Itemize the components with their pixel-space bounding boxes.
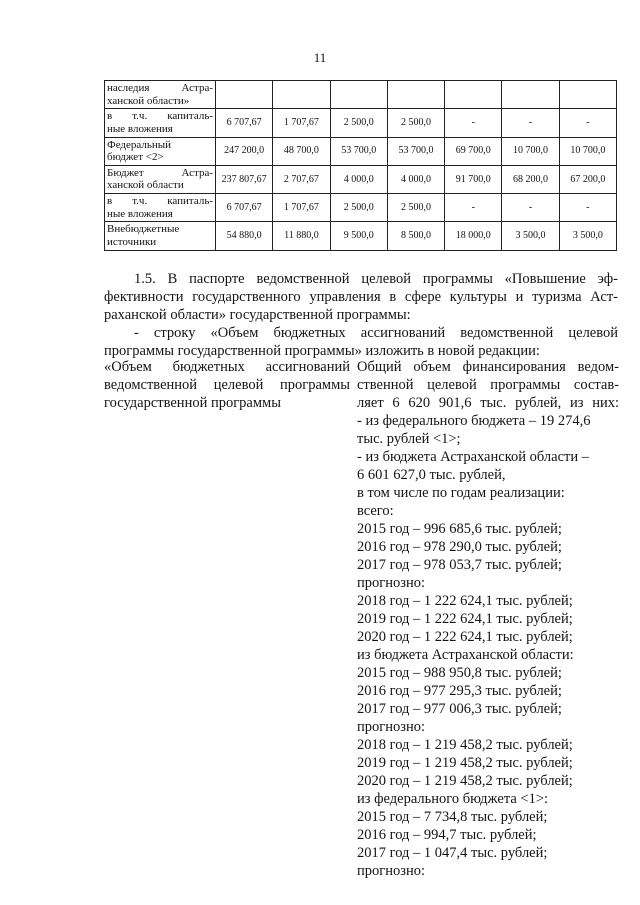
text-line: ведомственной целевой программы [104,377,350,393]
table-row [105,194,617,222]
text-line: из федерального бюджета <1>: [357,791,549,807]
row-label-line: ные вложения [107,122,173,135]
row-label [105,222,216,250]
row-label-line: Бюджет Астра- [107,166,213,179]
paragraph-amendment [104,324,618,360]
row-label-line: ханской области» [107,94,190,107]
table-cell: - [502,194,559,222]
table-cell: - [502,109,559,137]
table-row [105,165,617,193]
text-line: - из федерального бюджета – 19 274,6 [357,413,591,429]
text-line: раханской области» государственной программы: [104,307,411,323]
table-cell: 2 500,0 [387,109,444,137]
table-cell: 6 707,67 [216,194,273,222]
table-cell: - [559,109,616,137]
text-line: программы государственной программы» изложить в новой редакции: [104,343,540,359]
table-cell: 68 200,0 [502,165,559,193]
table-cell: 10 700,0 [559,137,616,165]
table-cell [387,81,444,109]
text-line: прогнозно: [357,575,425,591]
table-cell [502,81,559,109]
text-line: - строку «Объем бюджетных ассигнований ведомственной целевой [134,325,618,341]
table-cell [216,81,273,109]
row-label-line: ханской области [107,179,184,192]
row-label [105,165,216,193]
table-cell: 9 500,0 [330,222,387,250]
table-cell: 2 707,67 [273,165,330,193]
text-line: 2016 год – 994,7 тыс. рублей; [357,827,537,843]
row-label-line: Федеральный [107,138,172,151]
table-cell: 4 000,0 [387,165,444,193]
text-line: всего: [357,503,394,519]
text-line: фективности государственного управления в сфере культуры и туризма Аст- [104,289,618,305]
table-cell: 10 700,0 [502,137,559,165]
text-line: прогнозно: [357,719,425,735]
table-cell [330,81,387,109]
text-line: 2019 год – 1 219 458,2 тыс. рублей; [357,755,573,771]
table-cell: 4 000,0 [330,165,387,193]
table-cell: 8 500,0 [387,222,444,250]
passport-row-value [357,358,619,880]
text-line: государственной программы [104,395,281,411]
text-line: 2017 год – 977 006,3 тыс. рублей; [357,701,562,717]
table-cell: 1 707,67 [273,109,330,137]
row-label [105,109,216,137]
table-row [105,109,617,137]
table-cell: - [445,194,502,222]
text-line: прогнозно: [357,863,425,879]
row-label-line: наследия Астра- [107,82,213,94]
text-line: тыс. рублей <1>; [357,431,461,447]
table-cell: 67 200,0 [559,165,616,193]
table-cell: 2 500,0 [330,194,387,222]
row-label [105,194,216,222]
text-line: Общий объем финансирования ведом- [357,359,619,375]
table-cell: - [559,194,616,222]
table-cell: 2 500,0 [387,194,444,222]
text-line: ляет 6 620 901,6 тыс. рублей, из них: [357,395,619,411]
text-line: 2018 год – 1 219 458,2 тыс. рублей; [357,737,573,753]
text-line: 6 601 627,0 тыс. рублей, [357,467,506,483]
table-cell: 6 707,67 [216,109,273,137]
table-cell: 69 700,0 [445,137,502,165]
text-line: 2016 год – 977 295,3 тыс. рублей; [357,683,562,699]
table-cell: - [445,109,502,137]
row-label [105,81,216,109]
passport-row-label [104,358,350,412]
text-line: 2015 год – 7 734,8 тыс. рублей; [357,809,548,825]
budget-table [104,80,617,251]
table-cell: 3 500,0 [559,222,616,250]
table-cell: 237 807,67 [216,165,273,193]
text-line: в том числе по годам реализации: [357,485,565,501]
text-line: 2017 год – 978 053,7 тыс. рублей; [357,557,562,573]
row-label-line: источники [107,236,157,249]
table-cell: 54 880,0 [216,222,273,250]
text-line: 2015 год – 988 950,8 тыс. рублей; [357,665,562,681]
table-cell: 247 200,0 [216,137,273,165]
text-line: - из бюджета Астраханской области – [357,449,589,465]
text-line: «Объем бюджетных ассигнований [104,359,350,375]
text-line: 2016 год – 978 290,0 тыс. рублей; [357,539,562,555]
table-cell: 91 700,0 [445,165,502,193]
table-row [105,81,617,109]
text-line: 2019 год – 1 222 624,1 тыс. рублей; [357,611,573,627]
text-line: из бюджета Астраханской области: [357,647,574,663]
table-cell: 3 500,0 [502,222,559,250]
row-label [105,137,216,165]
row-label-line: в т.ч. капиталь- [107,110,213,123]
table-cell: 2 500,0 [330,109,387,137]
text-line: 2015 год – 996 685,6 тыс. рублей; [357,521,562,537]
text-line: 2020 год – 1 219 458,2 тыс. рублей; [357,773,573,789]
paragraph-1-5 [104,270,618,324]
row-label-line: в т.ч. капиталь- [107,195,213,208]
table-cell [445,81,502,109]
table-row [105,222,617,250]
text-line: 2020 год – 1 222 624,1 тыс. рублей; [357,629,573,645]
row-label-line: ные вложения [107,207,173,220]
page-number: 11 [313,50,327,65]
table-cell: 53 700,0 [330,137,387,165]
table-cell: 48 700,0 [273,137,330,165]
text-line: ственной целевой программы состав- [357,377,619,393]
table-cell [559,81,616,109]
table-cell [273,81,330,109]
table-cell: 1 707,67 [273,194,330,222]
table-row [105,137,617,165]
text-line: 1.5. В паспорте ведомственной целевой программы «Повышение эф- [134,271,618,287]
table-cell: 53 700,0 [387,137,444,165]
text-line: 2017 год – 1 047,4 тыс. рублей; [357,845,548,861]
table-cell: 18 000,0 [445,222,502,250]
row-label-line: бюджет <2> [107,151,164,164]
table-cell: 11 880,0 [273,222,330,250]
row-label-line: Внебюджетные [107,223,180,236]
text-line: 2018 год – 1 222 624,1 тыс. рублей; [357,593,573,609]
